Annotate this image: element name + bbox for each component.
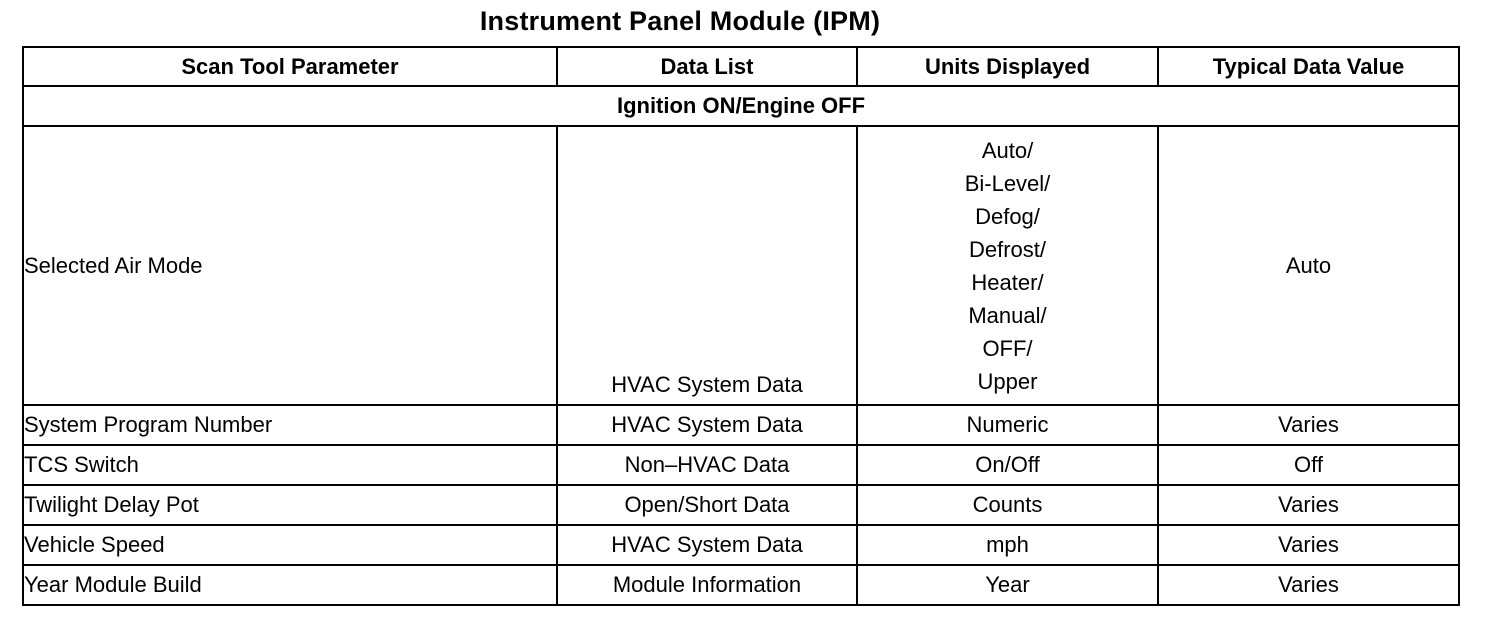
data-list-cell: HVAC System Data xyxy=(557,405,857,445)
units-cell: Numeric xyxy=(857,405,1158,445)
header-data-list: Data List xyxy=(557,47,857,86)
unit-option: Upper xyxy=(977,368,1038,394)
units-cell xyxy=(857,126,1158,405)
data-list-cell: Open/Short Data xyxy=(557,485,857,525)
typical-value-cell: Varies xyxy=(1158,565,1459,605)
typical-value-cell: Varies xyxy=(1158,485,1459,525)
parameter-cell: Year Module Build xyxy=(23,565,557,605)
unit-option: Defog/ xyxy=(975,203,1040,229)
unit-option: Bi-Level/ xyxy=(964,170,1051,196)
parameter-cell: System Program Number xyxy=(23,405,557,445)
data-list-cell: HVAC System Data xyxy=(557,126,857,405)
units-cell: Year xyxy=(857,565,1158,605)
parameter-cell: Selected Air Mode xyxy=(23,126,557,405)
unit-option: Auto/ xyxy=(981,137,1034,163)
typical-value-cell: Auto xyxy=(1158,126,1459,405)
data-list-cell: Module Information xyxy=(557,565,857,605)
table-row xyxy=(23,485,1459,525)
header-scan-tool-parameter: Scan Tool Parameter xyxy=(23,47,557,86)
units-cell: mph xyxy=(857,525,1158,565)
units-cell: Counts xyxy=(857,485,1158,525)
header-units-displayed: Units Displayed xyxy=(857,47,1158,86)
units-cell: On/Off xyxy=(857,445,1158,485)
data-list-cell: Non–HVAC Data xyxy=(557,445,857,485)
typical-value-cell: Varies xyxy=(1158,525,1459,565)
table-row xyxy=(23,445,1459,485)
unit-option: Heater/ xyxy=(971,269,1044,295)
section-row xyxy=(23,86,1459,126)
data-list-cell: HVAC System Data xyxy=(557,525,857,565)
parameter-cell: TCS Switch xyxy=(23,445,557,485)
unit-option: Manual/ xyxy=(968,302,1047,328)
unit-option: OFF/ xyxy=(982,335,1033,361)
header-typical-data-value: Typical Data Value xyxy=(1158,47,1459,86)
parameter-cell: Twilight Delay Pot xyxy=(23,485,557,525)
typical-value-cell: Varies xyxy=(1158,405,1459,445)
page-title: Instrument Panel Module (IPM) xyxy=(479,6,881,36)
table-row xyxy=(23,126,1459,405)
section-heading: Ignition ON/Engine OFF xyxy=(23,86,1459,126)
unit-option: Defrost/ xyxy=(968,236,1047,262)
table-row xyxy=(23,525,1459,565)
ipm-data-table xyxy=(22,46,1460,606)
header-row xyxy=(23,47,1459,86)
typical-value-cell: Off xyxy=(1158,445,1459,485)
table-row xyxy=(23,565,1459,605)
table-row xyxy=(23,405,1459,445)
parameter-cell: Vehicle Speed xyxy=(23,525,557,565)
